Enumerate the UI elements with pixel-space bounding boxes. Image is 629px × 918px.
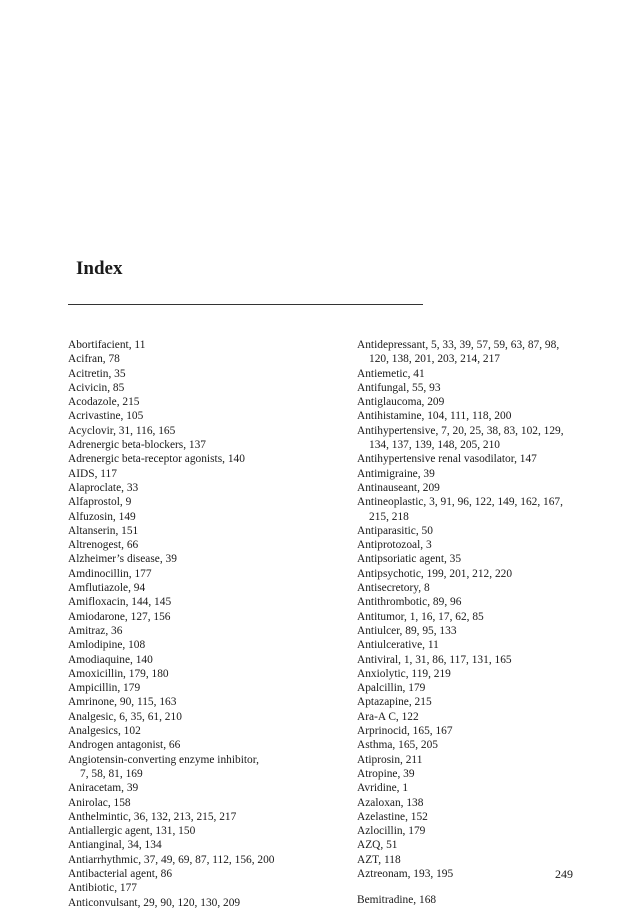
index-entry: Acyclovir, 31, 116, 165 bbox=[68, 424, 176, 437]
index-entry: Alzheimer’s disease, 39 bbox=[68, 553, 177, 566]
index-entry: Antiviral, 1, 31, 86, 117, 131, 165 bbox=[357, 653, 512, 666]
index-entry: Alaproclate, 33 bbox=[68, 481, 139, 494]
index-entry: Antihistamine, 104, 111, 118, 200 bbox=[357, 410, 512, 423]
index-entry: Analgesic, 6, 35, 61, 210 bbox=[68, 710, 182, 723]
index-entry: Antiallergic agent, 131, 150 bbox=[68, 825, 196, 838]
index-entry: Antifungal, 55, 93 bbox=[357, 381, 441, 394]
index-entry: Aniracetam, 39 bbox=[68, 782, 139, 795]
index-entry: Amifloxacin, 144, 145 bbox=[68, 596, 172, 609]
index-entry: Antianginal, 34, 134 bbox=[68, 839, 162, 852]
index-entry: Antipsoriatic agent, 35 bbox=[357, 553, 462, 566]
index-entry-continuation: 7, 58, 81, 169 bbox=[80, 767, 143, 780]
index-entry: Antimigraine, 39 bbox=[357, 467, 435, 480]
index-entry: Altanserin, 151 bbox=[68, 524, 139, 537]
index-entry-continuation: 120, 138, 201, 203, 214, 217 bbox=[369, 353, 500, 366]
index-entry: Androgen antagonist, 66 bbox=[68, 739, 181, 752]
index-entry: Antisecretory, 8 bbox=[357, 582, 430, 595]
index-entry: Acitretin, 35 bbox=[68, 367, 126, 380]
index-entry: Amodiaquine, 140 bbox=[68, 653, 153, 666]
index-entry: Antipsychotic, 199, 201, 212, 220 bbox=[357, 567, 513, 580]
index-entry: Ara-A C, 122 bbox=[357, 710, 419, 723]
title-divider bbox=[68, 304, 423, 305]
index-column-left bbox=[68, 338, 343, 910]
index-entry: Amoxicillin, 179, 180 bbox=[68, 667, 169, 680]
index-entry: Azelastine, 152 bbox=[357, 810, 428, 823]
index-entry: Angiotensin-converting enzyme inhibitor, bbox=[68, 753, 259, 766]
index-entry: Asthma, 165, 205 bbox=[357, 739, 438, 752]
index-entry: Antiprotozoal, 3 bbox=[357, 539, 432, 552]
index-entry: Analgesics, 102 bbox=[68, 725, 141, 738]
index-entry: Altrenogest, 66 bbox=[68, 539, 139, 552]
index-entry: Antiulcerative, 11 bbox=[357, 639, 439, 652]
index-entry: Anxiolytic, 119, 219 bbox=[357, 667, 451, 680]
index-entry: Amitraz, 36 bbox=[68, 624, 123, 637]
index-entry: Acivicin, 85 bbox=[68, 381, 125, 394]
index-entry: Amlodipine, 108 bbox=[68, 639, 146, 652]
index-entry: Adrenergic beta-receptor agonists, 140 bbox=[68, 453, 245, 466]
index-column-right bbox=[357, 338, 597, 908]
index-entry: Azlocillin, 179 bbox=[357, 825, 426, 838]
index-entry: Antiparasitic, 50 bbox=[357, 524, 433, 537]
index-entry: Ampicillin, 179 bbox=[68, 682, 141, 695]
index-entry: Adrenergic beta-blockers, 137 bbox=[68, 439, 207, 452]
index-entry: Antibacterial agent, 86 bbox=[68, 867, 173, 880]
index-entry: Antihypertensive, 7, 20, 25, 38, 83, 102, 129, bbox=[357, 424, 564, 437]
index-entry: Anticonvulsant, 29, 90, 120, 130, 209 bbox=[68, 896, 241, 909]
index-entry: Amiodarone, 127, 156 bbox=[68, 610, 171, 623]
index-entry: AZQ, 51 bbox=[357, 839, 398, 852]
index-entry: AZT, 118 bbox=[357, 853, 401, 866]
page-number: 249 bbox=[555, 867, 573, 881]
index-entry: Antiglaucoma, 209 bbox=[357, 396, 445, 409]
index-entry: Amflutiazole, 94 bbox=[68, 582, 146, 595]
index-entry: AIDS, 117 bbox=[68, 467, 117, 480]
page-title: Index bbox=[76, 258, 123, 279]
index-entry: Antidepressant, 5, 33, 39, 57, 59, 63, 87, 98, bbox=[357, 339, 560, 351]
index-entry: Acodazole, 215 bbox=[68, 396, 140, 409]
index-entry-continuation: 215, 218 bbox=[369, 510, 409, 523]
index-entry: Amrinone, 90, 115, 163 bbox=[68, 696, 177, 709]
index-entry: Atiprosin, 211 bbox=[357, 753, 423, 766]
index-entry: Antihypertensive renal vasodilator, 147 bbox=[357, 453, 537, 466]
index-entry: Aptazapine, 215 bbox=[357, 696, 432, 709]
index-entry: Alfuzosin, 149 bbox=[68, 510, 136, 523]
index-entry: Antineoplastic, 3, 91, 96, 122, 149, 162, 167, bbox=[357, 496, 563, 509]
index-entry: Anthelmintic, 36, 132, 213, 215, 217 bbox=[68, 810, 237, 823]
index-entry: Antiemetic, 41 bbox=[357, 367, 425, 380]
index-entry: Amdinocillin, 177 bbox=[68, 567, 152, 580]
index-entry: Abortifacient, 11 bbox=[68, 339, 146, 351]
index-entry: Acrivastine, 105 bbox=[68, 410, 144, 423]
index-entry: Arprinocid, 165, 167 bbox=[357, 725, 453, 738]
index-entry: Alfaprostol, 9 bbox=[68, 496, 132, 509]
index-entry: Antithrombotic, 89, 96 bbox=[357, 596, 462, 609]
index-entry: Anirolac, 158 bbox=[68, 796, 131, 809]
index-entry: Antibiotic, 177 bbox=[68, 882, 137, 895]
index-entry: Antiulcer, 89, 95, 133 bbox=[357, 624, 457, 637]
index-entry: Antitumor, 1, 16, 17, 62, 85 bbox=[357, 610, 484, 623]
index-entry: Acifran, 78 bbox=[68, 353, 120, 366]
index-entry: Apalcillin, 179 bbox=[357, 682, 426, 695]
index-entry: Antinauseant, 209 bbox=[357, 481, 440, 494]
index-entry: Avridine, 1 bbox=[357, 782, 409, 795]
index-entry: Bemitradine, 168 bbox=[357, 894, 437, 907]
index-entry: Antiarrhythmic, 37, 49, 69, 87, 112, 156, 200 bbox=[68, 853, 275, 866]
index-entry: Atropine, 39 bbox=[357, 767, 415, 780]
index-entry: Aztreonam, 193, 195 bbox=[357, 867, 454, 880]
index-entry: Azaloxan, 138 bbox=[357, 796, 424, 809]
index-entry-continuation: 134, 137, 139, 148, 205, 210 bbox=[369, 439, 500, 452]
